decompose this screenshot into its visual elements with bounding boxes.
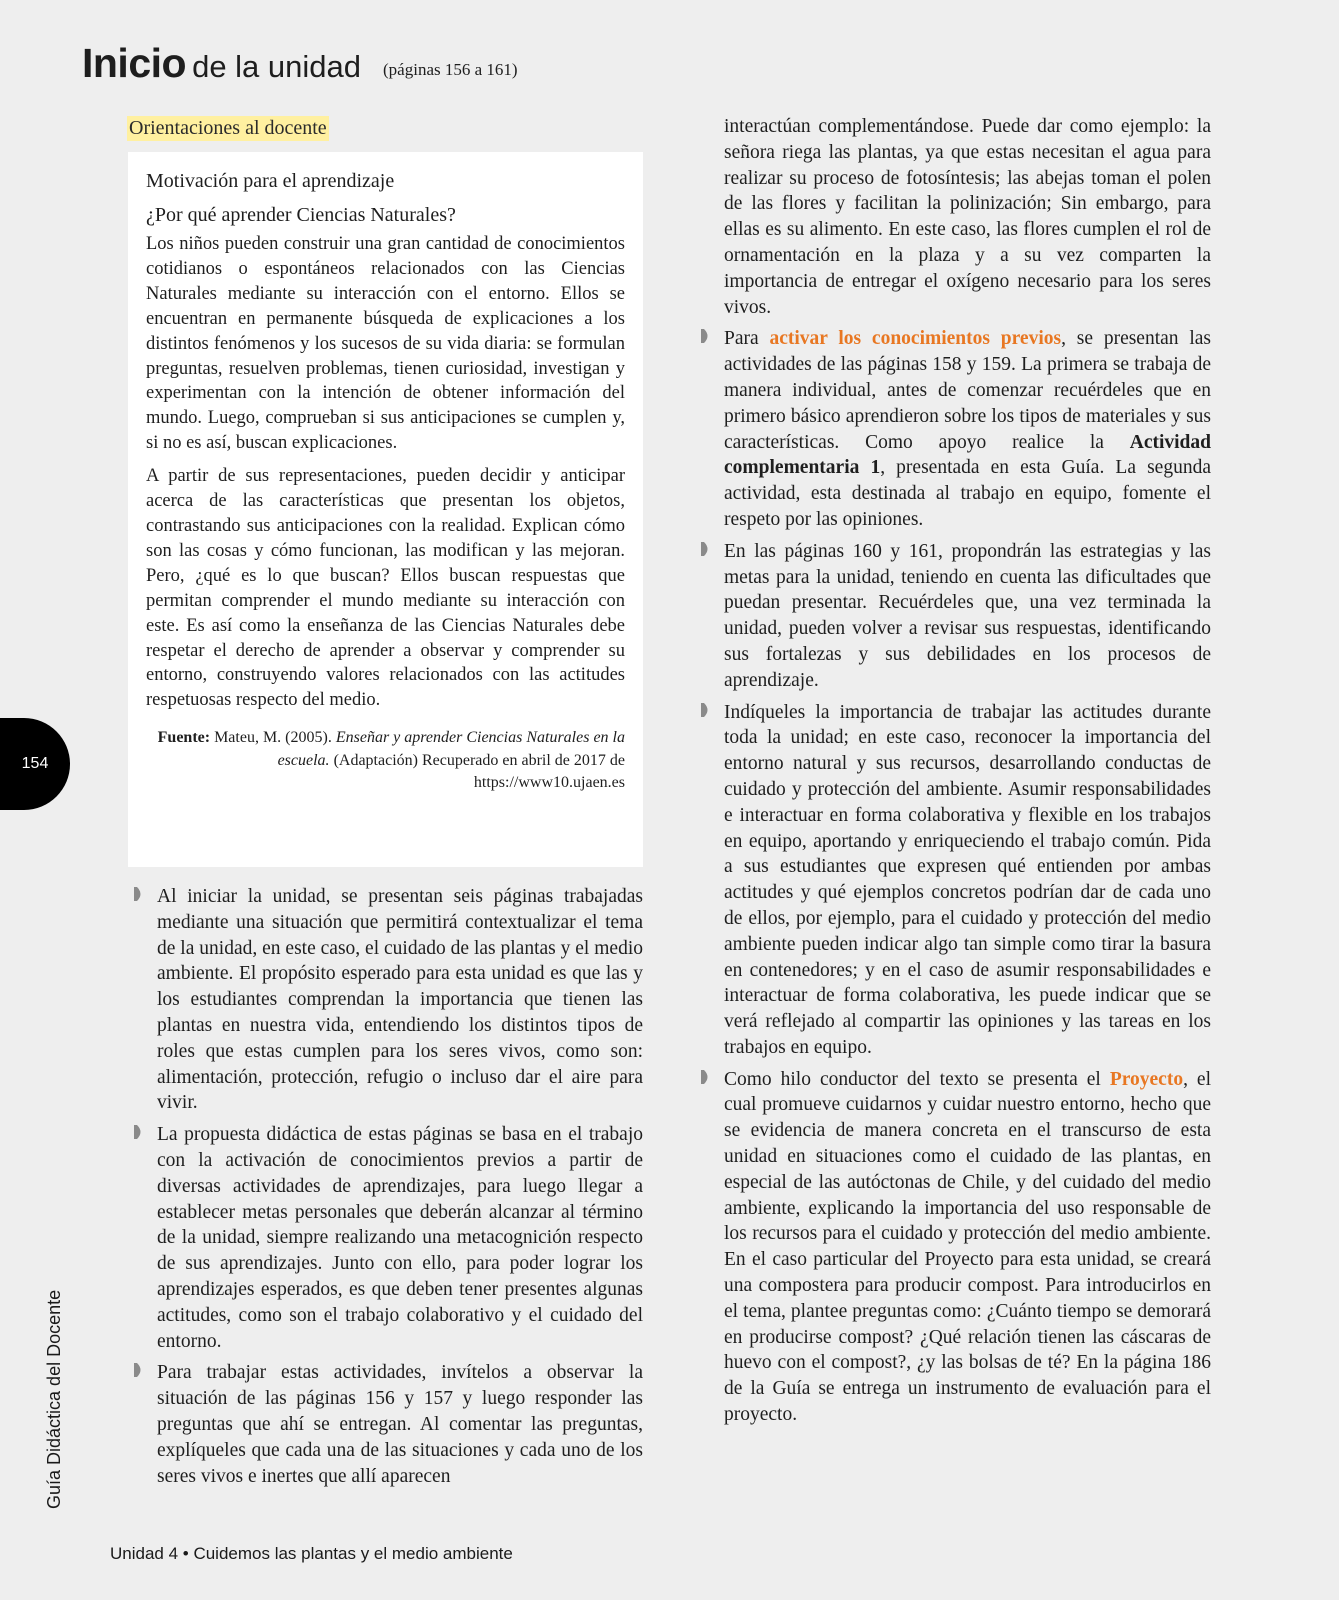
- bullet-text: En las páginas 160 y 161, propondrán las estrategias y las metas para la unidad, teniendo en cuenta las dificultades que puedan presentar. Recuérdeles que, una vez terminada la unidad, pueden volver a revisar sus respuestas, identificando sus fortalezas y sus debilidades en los procesos de aprendizaje.: [724, 540, 1211, 691]
- bullet-marker-icon: [134, 887, 144, 901]
- section-label-highlight: Orientaciones al docente: [129, 117, 327, 139]
- bullet-text: [724, 1067, 1211, 1428]
- bullet-text-segment: Como hilo conductor del texto se presenta el: [724, 1068, 1110, 1090]
- left-column: [134, 884, 643, 1495]
- right-column: [701, 114, 1211, 1434]
- list-item: [701, 1067, 1211, 1428]
- page-footer: Unidad 4 • Cuidemos las plantas y el medio ambiente: [110, 1544, 513, 1563]
- bullet-text: Para trabajar estas actividades, invítelos a observar la situación de las páginas 156 y 157 y luego responder las preguntas que ahí se entregan. Al comentar las preguntas, explíqueles que cada una de las situaciones y cada uno de los seres vivos e inertes que allí aparecen: [157, 1362, 643, 1487]
- accent-term-prior-knowledge: activar los conocimientos previos: [769, 328, 1062, 350]
- bullet-text-segment: , se presentan las actividades de las páginas 158 y 159. La primera se trabaja de manera individual, antes de comenzar recuérdeles que en primero básico aprendieron sobre los tipos de materiales y sus características. Como apoyo realice la: [724, 328, 1211, 453]
- continuation-text: interactúan complementándose. Puede dar como ejemplo: la señora riega las plantas, ya que estas necesitan el agua para realizar su proceso de fotosíntesis; las abejas toman el polen de las flores y facilitan la polinización; Sin embargo, para ellas es su alimento. En este caso, las flores cumplen el rol de ornamentación en la plaza y a su vez comparten la importancia de entregar el oxígeno necesario para los seres vivos.: [724, 116, 1211, 318]
- list-item: [134, 1122, 643, 1354]
- bullet-marker-icon: [134, 1363, 144, 1377]
- source-label: Fuente:: [157, 729, 211, 747]
- list-item: [701, 326, 1211, 532]
- list-item: [134, 884, 643, 1116]
- list-item: [701, 539, 1211, 694]
- motivation-paragraph: A partir de sus representaciones, pueden decidir y anticipar acerca de las características que presentan los objetos, contrastando sus anticipaciones con la realidad. Explican cómo son las cosas y cómo funcionan, las modifican y las mejoran. Pero, ¿qué es lo que buscan? Ellos buscan respuestas que permitan comprender el mundo mediante su interacción con este. Es así como la enseñanza de las Ciencias Naturales debe respetar el derecho de aprender a observar y comprender su entorno, construyendo valores relacionados con las actitudes respetuosas respecto del medio.: [146, 466, 625, 711]
- bullet-marker-icon: [701, 329, 711, 343]
- bullet-text-segment: , el cual promueve cuidarnos y cuidar nuestro entorno, hecho que se evidencia de manera concreta en el transcurso de esta unidad en situaciones como el cuidado de las plantas, en especial de las autóctonas de Chile, y del cuidado del medio ambiente, explicando la importancia del uso responsable de los recursos para el cuidado y protección del medio ambiente. En el caso particular del Proyecto para esta unidad, se creará una compostera para producir compost. Para introducirlos en el tema, plantee preguntas como: ¿Cuánto tiempo se demorará en producirse compost? ¿Qué relación tienen las cáscaras de huevo con el compost?, ¿y las bolsas de té? En la página 186 de la Guía se entrega un instrumento de evaluación para el proyecto.: [724, 1068, 1212, 1426]
- bullet-marker-icon: [701, 542, 711, 556]
- motivation-box: [128, 152, 643, 867]
- motivation-paragraph: Los niños pueden construir una gran cantidad de conocimientos cotidianos o espontáneos relacionados con las Ciencias Naturales mediante su interacción con el entorno. Ellos se encuentran en permanente búsqueda de explicaciones a los distintos fenómenos y los sucesos de su vida diaria: se formulan preguntas, resuelven problemas, tienen curiosidad, investigan y experimentan con la intención de obtener información del mundo. Luego, comprueban si sus anticipaciones se cumplen y, si no es así, buscan explicaciones.: [146, 234, 625, 454]
- bullet-marker-icon: [701, 1070, 711, 1084]
- bullet-text: La propuesta didáctica de estas páginas se basa en el trabajo con la activación de conocimientos previos a partir de diversas actividades de aprendizajes, para luego llegar a establecer metas personales que deberán alcanzar al término de la unidad, siempre realizando una metacognición respecto de sus aprendizajes. Junto con ello, para poder lograr los aprendizajes esperados, es que deben tener presentes algunas actitudes, como son el trabajo colaborativo y el cuidado del entorno.: [157, 1124, 643, 1352]
- bullet-text-segment: , presentada en esta Guía. La segunda actividad, esta destinada al trabajo en equipo, fomente el respeto por las opiniones.: [724, 457, 1211, 530]
- page-number-tab: [0, 718, 70, 810]
- page-number: 154: [21, 755, 49, 772]
- bullet-marker-icon: [134, 1125, 144, 1139]
- motivation-title: Motivación para el aprendizaje: [146, 170, 395, 192]
- header-title-rest: de la unidad: [192, 49, 362, 84]
- header-page-range: (páginas 156 a 161): [383, 60, 518, 79]
- page-header: [82, 40, 518, 87]
- source-citation: [146, 727, 625, 795]
- list-item: [701, 700, 1211, 1061]
- header-title-bold: Inicio: [82, 40, 187, 86]
- list-item: [134, 1360, 643, 1489]
- source-book-title: Enseñar y aprender Ciencias Naturales en la escuela.: [277, 729, 625, 769]
- side-guide-label: Guía Didáctica del Docente: [44, 1289, 64, 1509]
- bullet-text: Indíqueles la importancia de trabajar las actitudes durante toda la unidad; en este caso, reconocer la importancia del entorno natural y sus recursos, desarrollando conductas de cuidado y protección del ambiente. Asumir responsabilidades e interactuar en forma colaborativa y flexible en los trabajos en equipo, aportando y enriqueciendo el trabajo común. Pida a sus estudiantes que expresen qué entienden por ambas actitudes y qué ejemplos concretos podrían dar de cada uno de ellos, por ejemplo, para el cuidado y protección del medio ambiente pueden indicar algo tan simple como tirar la basura en contenedores; y en el caso de asumir responsabilidades e interactuar de forma colaborativa, les puede indicar que se verá reflejado al compartir las opiniones y las tareas en los trabajos en equipo.: [724, 701, 1211, 1058]
- motivation-subtitle: ¿Por qué aprender Ciencias Naturales?: [146, 204, 456, 226]
- bullet-text: Al iniciar la unidad, se presentan seis páginas trabajadas mediante una situación que permitirá contextualizar el tema de la unidad, en este caso, el cuidado de las plantas y el medio ambiente. El propósito esperado para esta unidad es que las y los estudiantes comprendan la importancia que tienen las plantas en nuestra vida, entendiendo los distintos tipos de roles que estas cumplen para los seres vivos, como son: alimentación, protección, refugio o incluso dar el aire para vivir.: [157, 886, 643, 1114]
- bold-term-activity: Actividad complementaria 1: [724, 431, 1211, 479]
- bullet-text-segment: Para: [724, 328, 770, 350]
- bullet-marker-icon: [701, 703, 711, 717]
- source-retrieval: (Adaptación) Recuperado en abril de 2017 de https://www10.ujaen.es: [329, 751, 625, 792]
- bullet-text: [724, 326, 1211, 532]
- source-author: Mateu, M. (2005).: [210, 729, 336, 747]
- accent-term-project: Proyecto: [1109, 1068, 1184, 1090]
